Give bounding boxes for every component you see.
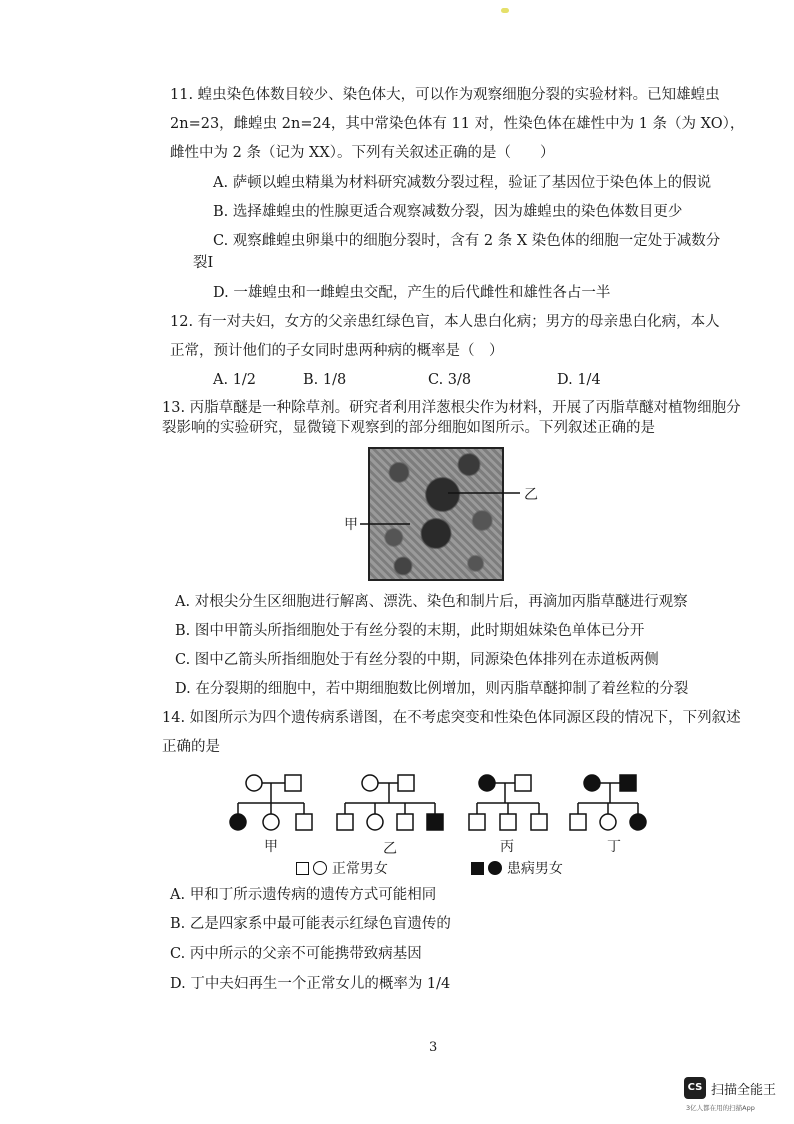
legend-affected <box>471 858 563 878</box>
q12-option-c: C. 3/8 <box>428 372 472 388</box>
yi-son-2 <box>397 814 413 830</box>
q11-line-1: 11. 蝗虫染色体数目较少、染色体大，可以作为观察细胞分裂的实验材料。已知雄蝗虫 <box>170 87 720 103</box>
legend-circle-icon <box>313 861 327 875</box>
yi-father <box>398 775 414 791</box>
q14-line-1: 14. 如图所示为四个遗传病系谱图，在不考虑突变和性染色体同源区段的情况下，下列叙述 <box>162 710 741 726</box>
legend-filled-circle-icon <box>488 861 502 875</box>
ding-father-affected <box>620 775 636 791</box>
camscanner-logo-icon: CS <box>684 1077 706 1099</box>
bing-father <box>515 775 531 791</box>
bing-son-3 <box>531 814 547 830</box>
legend-square-icon <box>296 862 309 875</box>
q11-option-c: C. 观察雌蝗虫卵巢中的细胞分裂时，含有 2 条 X 染色体的细胞一定处于减数分 <box>213 233 721 249</box>
pedigree-label-bing: 丙 <box>500 839 514 855</box>
jia-mother <box>246 775 262 791</box>
q11-option-d: D. 一雄蝗虫和一雌蝗虫交配，产生的后代雌性和雄性各占一半 <box>213 285 611 301</box>
pedigree-label-yi: 乙 <box>383 841 397 857</box>
jia-daughter <box>263 814 279 830</box>
legend-normal <box>296 858 388 878</box>
q13-line-2: 裂影响的实验研究，显微镜下观察到的部分细胞如图所示。下列叙述正确的是 <box>162 420 655 436</box>
ding-daughter-affected <box>630 814 646 830</box>
q11-option-a: A. 萨顿以蝗虫精巢为材料研究减数分裂过程，验证了基因位于染色体上的假说 <box>213 175 712 191</box>
pedigree-label-ding: 丁 <box>607 839 621 855</box>
q11-option-c-continued: 裂Ⅰ <box>193 255 214 271</box>
q11-line-2: 2n=23，雌蝗虫 2n=24，其中常染色体有 11 对，性染色体在雄性中为 1 条（为 XO）， <box>170 116 745 132</box>
yi-son-1 <box>337 814 353 830</box>
q13-option-c: C. 图中乙箭头所指细胞处于有丝分裂的中期，同源染色体排列在赤道板两侧 <box>175 652 659 668</box>
q12-option-d: D. 1/4 <box>557 372 601 388</box>
q12-option-b: B. 1/8 <box>303 372 347 388</box>
q11-option-b: B. 选择雄蝗虫的性腺更适合观察减数分裂，因为雄蝗虫的染色体数目更少 <box>213 204 683 220</box>
q14-line-2: 正确的是 <box>162 739 220 755</box>
watermark-name: 扫描全能王 <box>711 1083 777 1098</box>
q14-option-c: C. 丙中所示的父亲不可能携带致病基因 <box>170 946 422 962</box>
q13-option-b: B. 图中甲箭头所指细胞处于有丝分裂的末期，此时期姐妹染色单体已分开 <box>175 623 645 639</box>
pedigree-ding <box>570 775 646 830</box>
pedigree-jia <box>230 775 312 830</box>
pedigree-bing <box>469 775 547 830</box>
legend-filled-square-icon <box>471 862 484 875</box>
legend-affected-text: 患病男女 <box>506 861 563 877</box>
label-yi: 乙 <box>524 487 538 503</box>
pedigree-yi <box>337 775 443 830</box>
q12-line-1: 12. 有一对夫妇，女方的父亲患红绿色盲，本人患白化病；男方的母亲患白化病，本人 <box>170 314 720 330</box>
yi-mother <box>362 775 378 791</box>
bing-son-1 <box>469 814 485 830</box>
yi-son-affected <box>427 814 443 830</box>
q13-option-d: D. 在分裂期的细胞中，若中期细胞数比例增加，则丙脂草醚抑制了着丝粒的分裂 <box>175 681 689 697</box>
jia-daughter-affected <box>230 814 246 830</box>
q14-option-a: A. 甲和丁所示遗传病的遗传方式可能相同 <box>170 887 437 903</box>
legend-normal-text: 正常男女 <box>331 861 388 877</box>
q12-option-a: A. 1/2 <box>213 372 257 388</box>
q13-line-1: 13. 丙脂草醚是一种除草剂。研究者利用洋葱根尖作为材料，开展了丙脂草醚对植物细胞分 <box>162 400 741 416</box>
q14-option-b: B. 乙是四家系中最可能表示红绿色盲遗传的 <box>170 916 451 932</box>
q12-line-2: 正常，预计他们的子女同时患两种病的概率是（ ） <box>170 343 504 359</box>
yi-daughter <box>367 814 383 830</box>
q11-line-3: 雌性中为 2 条（记为 XX）。下列有关叙述正确的是（ ） <box>170 145 555 161</box>
watermark-tagline: 3亿人都在用的扫描App <box>686 1104 755 1112</box>
jia-son <box>296 814 312 830</box>
page-number: 3 <box>429 1040 438 1055</box>
ding-son <box>570 814 586 830</box>
label-jia: 甲 <box>344 517 358 533</box>
bing-mother-affected <box>479 775 495 791</box>
ding-mother-affected <box>584 775 600 791</box>
bing-son-2 <box>500 814 516 830</box>
jia-father <box>285 775 301 791</box>
ding-daughter <box>600 814 616 830</box>
q14-option-d: D. 丁中夫妇再生一个正常女儿的概率为 1/4 <box>170 976 451 992</box>
q13-option-a: A. 对根尖分生区细胞进行解离、漂洗、染色和制片后，再滴加丙脂草醚进行观察 <box>175 594 688 610</box>
pedigree-label-jia: 甲 <box>264 839 278 855</box>
